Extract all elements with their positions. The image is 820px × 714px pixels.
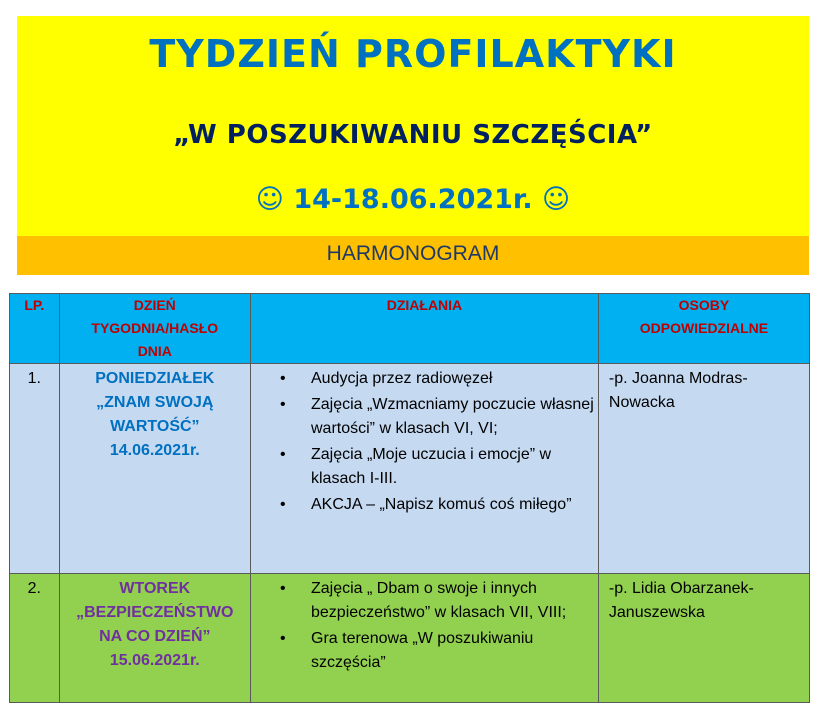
page-subtitle: „W POSZUKIWANIU SZCZĘŚCIA” [173, 120, 653, 150]
row-day [59, 364, 250, 574]
row-actions [251, 574, 599, 703]
day-motto-line-2: NA CO DZIEŃ” [99, 628, 211, 645]
schedule-table [9, 293, 810, 703]
day-name: WTOREK [119, 580, 191, 597]
day-motto-line-1: „ZNAM SWOJĄ [96, 394, 214, 411]
list-item: • Audycja przez radiowęzeł [311, 367, 598, 391]
day-date: 15.06.2021r. [109, 652, 200, 669]
row-actions [251, 364, 599, 574]
row-person: -p. Lidia Obarzanek-Januszewska [598, 574, 809, 703]
actions-list [251, 574, 598, 675]
row-number: 2. [10, 574, 60, 703]
day-motto-line-1: „BEZPIECZEŃSTWO [76, 604, 234, 621]
page-title: TYDZIEŃ PROFILAKTYKI [149, 32, 677, 76]
header-persons-line-2: ODPOWIEDZIALNE [639, 320, 769, 336]
header-day-line-1: DZIEŃ [133, 297, 176, 313]
table-row [10, 574, 810, 703]
header-persons [598, 294, 809, 364]
header-day-line-3: DNIA [137, 343, 172, 359]
day-name: PONIEDZIAŁEK [95, 370, 215, 387]
list-item: • Zajęcia „Wzmacniamy poczucie własnej wartości” w klasach VI, VI; [311, 393, 598, 441]
title-banner [17, 16, 809, 236]
actions-list [251, 364, 598, 517]
day-date: 14.06.2021r. [109, 442, 200, 459]
header-day [59, 294, 250, 364]
header-lp: LP. [10, 294, 60, 364]
row-number: 1. [10, 364, 60, 574]
list-item: • Zajęcia „Moje uczucia i emocje” w klasach I-III. [311, 443, 598, 491]
day-motto-line-2: WARTOŚĆ” [110, 418, 200, 435]
harmonogram-bar [17, 236, 809, 275]
list-item: • Gra terenowa „W poszukiwaniu szczęścia” [311, 627, 598, 675]
table-row [10, 364, 810, 574]
header-persons-line-1: OSOBY [678, 297, 730, 313]
row-day [59, 574, 250, 703]
table-header-row [10, 294, 810, 364]
list-item: • Zajęcia „ Dbam o swoje i innych bezpieczeństwo” w klasach VII, VIII; [311, 577, 598, 625]
header-day-line-2: TYGODNIA/HASŁO [91, 320, 219, 336]
event-dates: ☺ 14-18.06.2021r. ☺ [255, 184, 571, 215]
list-item: • AKCJA – „Napisz komuś coś miłego” [311, 493, 598, 517]
header-actions: DZIAŁANIA [251, 294, 599, 364]
harmonogram-label: HARMONOGRAM [326, 242, 500, 265]
row-person: -p. Joanna Modras-Nowacka [598, 364, 809, 574]
